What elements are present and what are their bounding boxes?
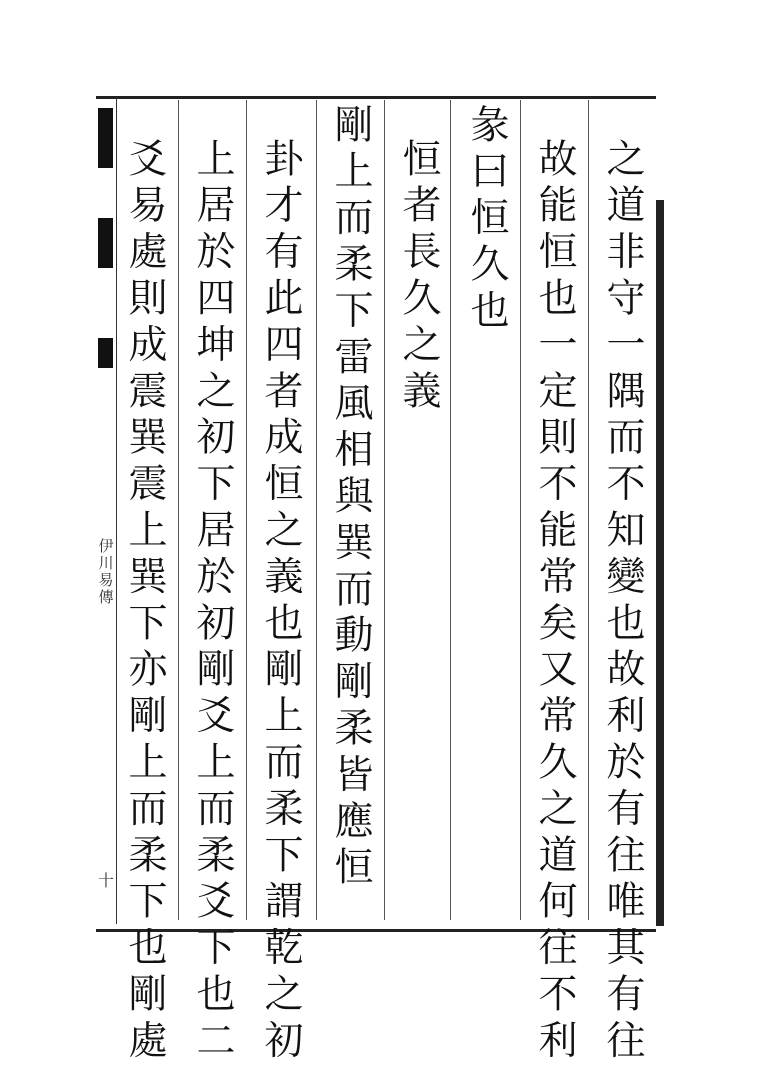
column-rule xyxy=(178,100,179,920)
margin-strip xyxy=(96,98,117,924)
column-rule xyxy=(316,100,317,920)
column-rule xyxy=(384,100,385,920)
column-rule xyxy=(588,100,589,920)
column-rule xyxy=(450,100,451,920)
margin-book-title: 伊川易傳 xyxy=(98,537,114,606)
text-column-3: 彖曰恒久也 xyxy=(464,104,509,336)
margin-mark xyxy=(98,218,113,268)
binding-edge xyxy=(656,200,664,926)
text-column-7: 上居於四坤之初下居於初剛爻上而柔爻下也二 xyxy=(190,138,235,1066)
column-rule xyxy=(246,100,247,920)
margin-mark xyxy=(98,338,113,368)
column-rule xyxy=(520,100,521,920)
text-column-5: 剛上而柔下雷風相與巽而動剛柔皆應恒 xyxy=(328,104,373,893)
text-column-4: 恒者長久之義 xyxy=(396,138,441,417)
text-column-1: 之道非守一隅而不知變也故利於有往唯其有往 xyxy=(600,138,645,1066)
margin-mark xyxy=(98,108,113,168)
text-column-8: 爻易處則成震巽震上巽下亦剛上而柔下也剛處 xyxy=(122,138,167,1066)
margin-page-number: 十 xyxy=(98,871,115,890)
text-column-2: 故能恒也一定則不能常矣又常久之道何往不利 xyxy=(532,138,577,1066)
text-column-6: 卦才有此四者成恒之義也剛上而柔下謂乾之初 xyxy=(258,138,303,1066)
